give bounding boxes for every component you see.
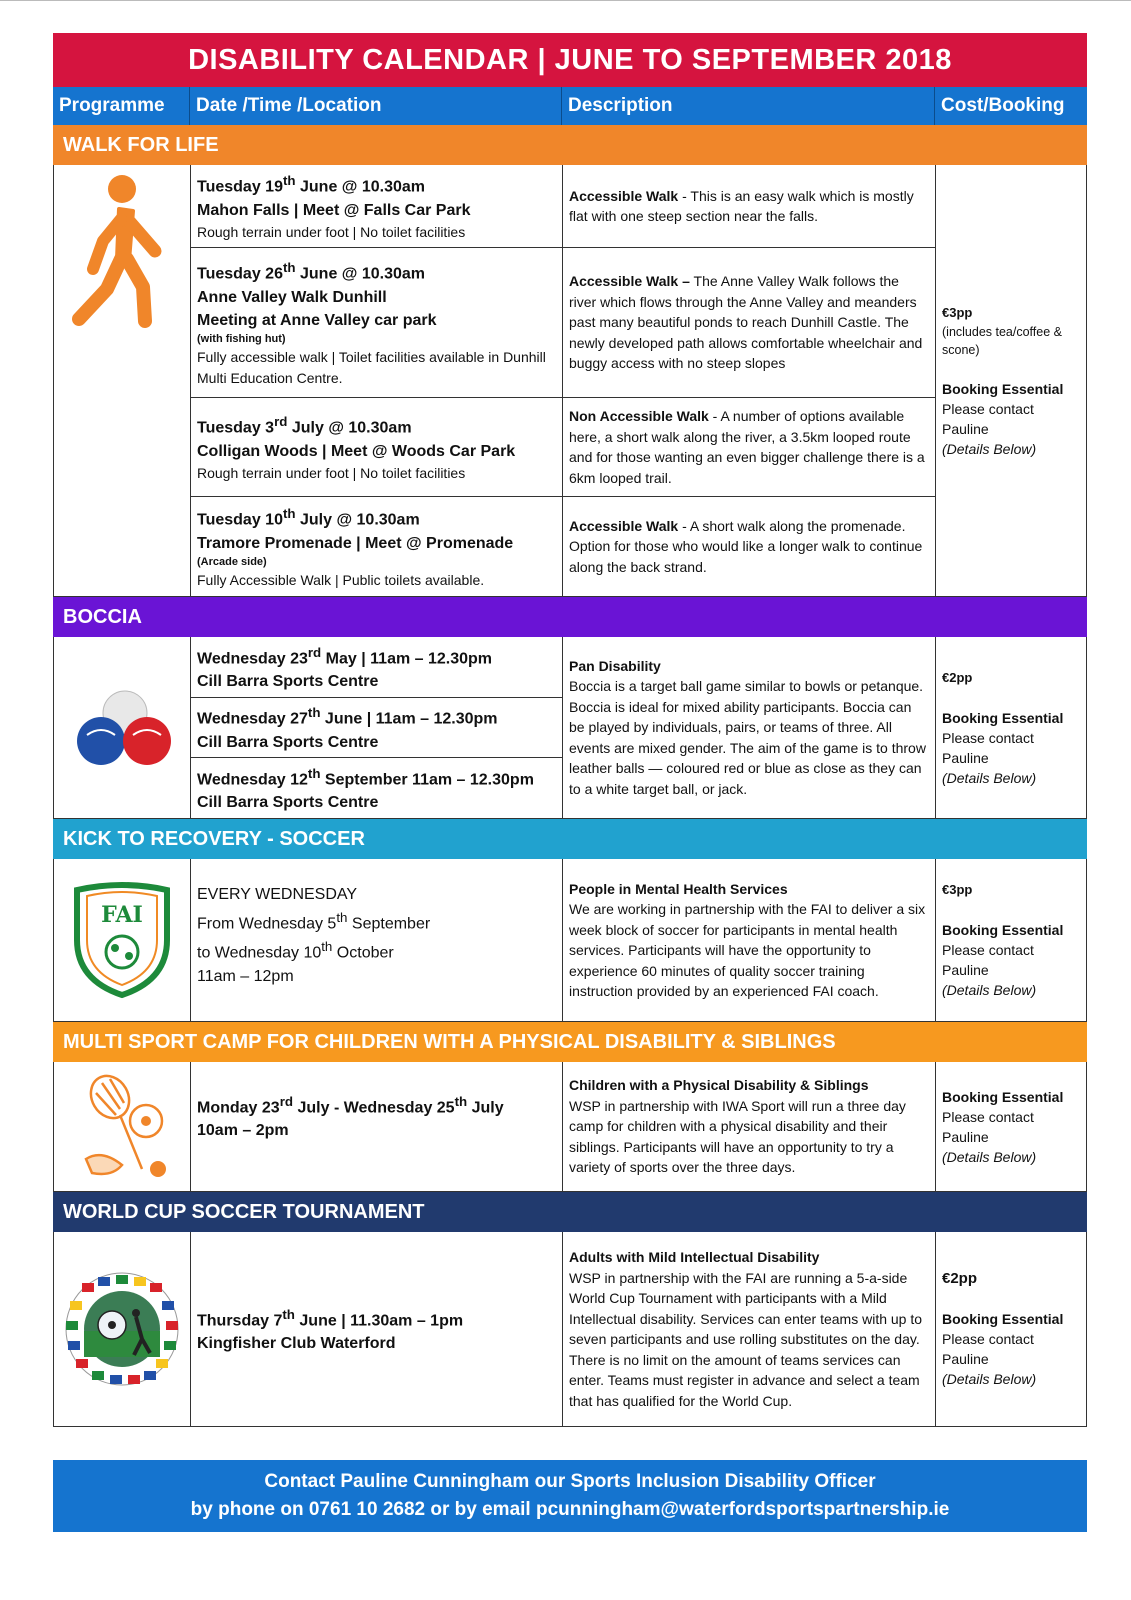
column-header-row: [53, 87, 1087, 125]
walk-description: Non Accessible Walk - A number of options available here, a short walk along the river, a 3.5km looped route and for those wanting an even bigger challenge there is a 6km looped trail.: [563, 397, 935, 496]
walk-description: Accessible Walk - This is an easy walk which is mostly flat with one steep section near the falls.: [569, 187, 914, 224]
section-header-kick: KICK TO RECOVERY - SOCCER: [53, 819, 1087, 859]
world-cup-flags-icon: [54, 1232, 191, 1426]
column-header-date: Date /Time /Location: [190, 87, 562, 125]
multi-cost: Booking Essential Please contact Pauline (Details Below): [942, 1088, 1064, 1165]
section-header-boccia: BOCCIA: [53, 597, 1087, 637]
walk-description: Accessible Walk - A short walk along the promenade. Option for those who would like a longer walk to continue along the back strand.: [563, 496, 935, 596]
walk-dates: [191, 165, 563, 596]
kick-dates: EVERY WEDNESDAY From Wednesday 5th September to Wednesday 10th October 11am – 12pm: [191, 859, 563, 1021]
worldcup-description: Adults with Mild Intellectual Disability WSP in partnership with the FAI are running a 5-a-side World Cup Tournament with participants with a Mild Intellectual disability. Services can enter teams with up to seven participants and use rolling substitutes on the day. There is no limit on the amount of teams services can enter. Teams must register in advance and select a team that has qualified for the World Cup.: [563, 1232, 936, 1426]
section-header-walk: WALK FOR LIFE: [53, 125, 1087, 165]
boccia-description: Pan Disability Boccia is a target ball game similar to bowls or petanque. Boccia is ideal for mixed ability participants. Boccia can be played by individuals, pairs, or teams of three. All events are mixed gender. The aim of the game is to throw leather balls — coloured red or blue as close as they can to a white target ball, or jack.: [563, 637, 936, 818]
fai-crest-icon: [54, 859, 191, 1021]
worldcup-dates: Thursday 7th June | 11.30am – 1pm Kingfisher Club Waterford: [191, 1232, 563, 1426]
walk-date-row: Tuesday 19th June @ 10.30am Mahon Falls | Meet @ Falls Car Park Rough terrain under foot | No toilet facilities: [197, 173, 471, 240]
multi-dates: Monday 23rd July - Wednesday 25th July 10am – 2pm: [191, 1062, 563, 1191]
boccia-date-row: Wednesday 27th June | 11am – 12.30pm Cill Barra Sports Centre: [191, 697, 562, 757]
footer-line-1: Contact Pauline Cunningham our Sports Inclusion Disability Officer: [264, 1471, 876, 1492]
walking-person-icon: [54, 165, 191, 596]
walk-date-row: Tuesday 26th June @ 10.30am Anne Valley Walk Dunhill Meeting at Anne Valley car park (with fishing hut) Fully accessible walk | Toilet facilities available in Dunhill Multi Education Centre.: [191, 247, 562, 397]
section-header-worldcup: WORLD CUP SOCCER TOURNAMENT: [53, 1192, 1087, 1232]
boccia-date-row: Wednesday 23rd May | 11am – 12.30pm Cill Barra Sports Centre: [197, 644, 493, 691]
walk-date-row: Tuesday 10th July @ 10.30am Tramore Promenade | Meet @ Promenade (Arcade side) Fully Accessible Walk | Public toilets available.: [191, 496, 562, 596]
calendar-sheet: [53, 33, 1087, 1427]
section-header-multi: MULTI SPORT CAMP FOR CHILDREN WITH A PHYSICAL DISABILITY & SIBLINGS: [53, 1022, 1087, 1062]
worldcup-cost: €2pp Booking Essential Please contact Pauline (Details Below): [942, 1270, 1064, 1387]
boccia-cost: €2pp Booking Essential Please contact Pauline (Details Below): [942, 669, 1064, 786]
column-header-cost: Cost/Booking: [941, 95, 1065, 116]
walk-descriptions: [563, 165, 936, 596]
walk-description: Accessible Walk – The Anne Valley Walk follows the river which flows through the Anne Valley and meanders past many beautiful ponds to reach Dunhill Castle. The newly developed path allows comfortable wheelchair and buggy access with no steep slopes: [563, 247, 935, 397]
boccia-block: [53, 637, 1087, 819]
top-rule: [0, 0, 1131, 1]
contact-footer: [53, 1460, 1087, 1532]
sports-equipment-icon: [54, 1062, 191, 1191]
boccia-dates: [191, 637, 563, 818]
multi-block: [53, 1062, 1087, 1192]
column-header-description: Description: [562, 87, 935, 125]
boccia-date-row: Wednesday 12th September 11am – 12.30pm Cill Barra Sports Centre: [191, 757, 562, 818]
kick-cost: €3pp Booking Essential Please contact Pauline (Details Below): [942, 882, 1064, 998]
worldcup-block: [53, 1232, 1087, 1427]
kick-block: [53, 859, 1087, 1022]
svg-text:FAI: FAI: [101, 902, 143, 928]
footer-line-2: by phone on 0761 10 2682 or by email pcunningham@waterfordsportspartnership.ie: [190, 1499, 950, 1520]
kick-description: People in Mental Health Services We are working in partnership with the FAI to deliver a six week block of soccer for participants in mental health services. Participants will have the opportunity to experience 60 minutes of quality soccer training instruction provided by an experienced FAI coach.: [563, 859, 936, 1021]
walk-date-row: Tuesday 3rd July @ 10.30am Colligan Woods | Meet @ Woods Car Park Rough terrain under foot | No toilet facilities: [191, 397, 562, 496]
multi-description: Children with a Physical Disability & Siblings WSP in partnership with IWA Sport will run a three day camp for children with a physical disability and their siblings. Participants will have an opportunity to try a variety of sports over the three days.: [563, 1062, 936, 1191]
walk-block: [53, 165, 1087, 597]
column-header-programme: Programme: [53, 87, 190, 125]
boccia-balls-icon: [54, 637, 191, 818]
walk-cost: €3pp (includes tea/coffee & scone) Booking Essential Please contact Pauline (Details Below): [942, 304, 1064, 457]
page-title: DISABILITY CALENDAR | JUNE TO SEPTEMBER 2018: [53, 33, 1087, 87]
